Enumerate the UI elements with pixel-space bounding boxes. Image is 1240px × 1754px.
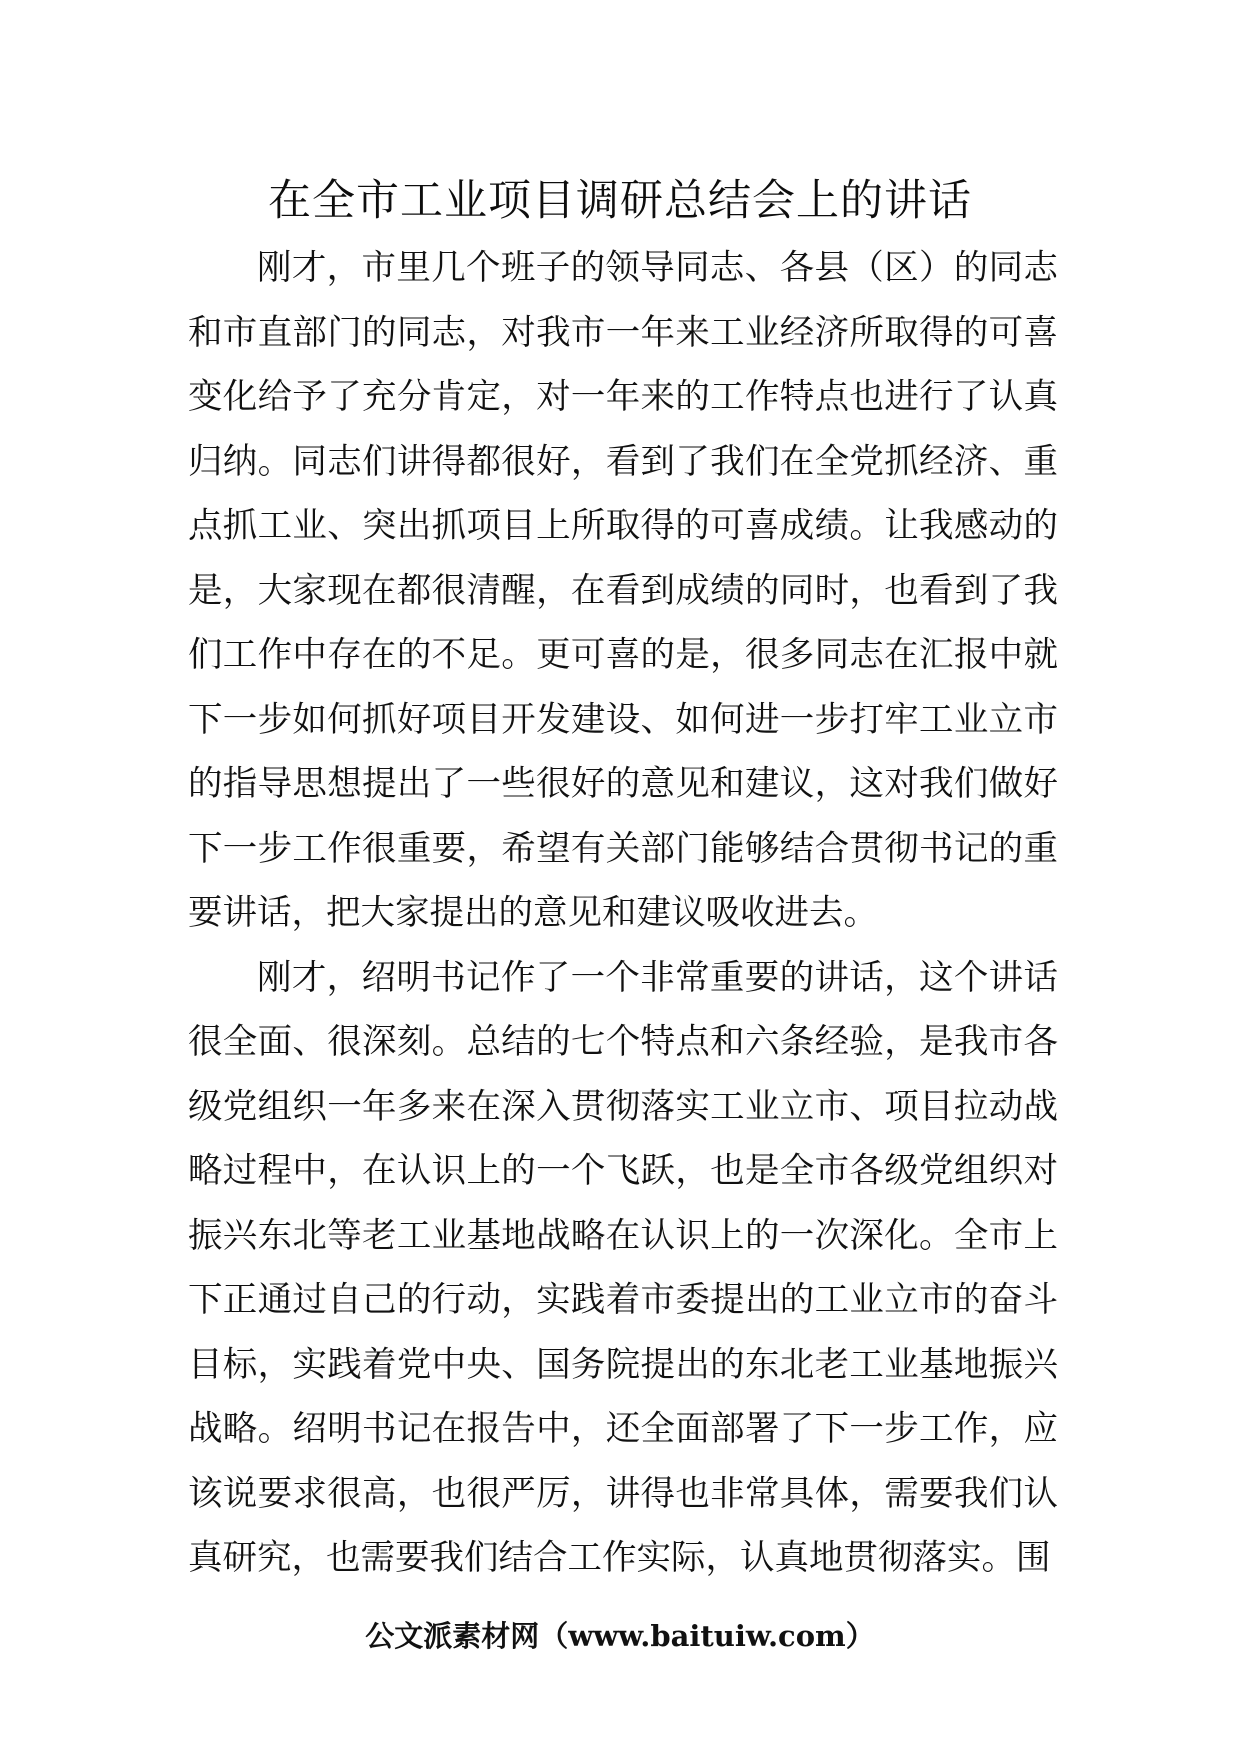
paragraph-2: 刚才，绍明书记作了一个非常重要的讲话，这个讲话很全面、很深刻。总结的七个特点和六条经验，是我市各级党组织一年多来在深入贯彻落实工业立市、项目拉动战略过程中，在认识上的一个飞跃，也是全市各级党组织对振兴东北等老工业基地战略在认识上的一次深化。全市上下正通过自己的行动，实践着市委提出的工业立市的奋斗目标，实践着党中央、国务院提出的东北老工业基地振兴战略。绍明书记在报告中，还全面部署了下一步工作，应该说要求很高，也很严厉，讲得也非常具体，需要我们认真研究，也需要我们结合工作实际，认真地贯彻落实。围 [188,957,1058,1578]
document-title: 在全市工业项目调研总结会上的讲话 [268,176,972,226]
footer-watermark-text: 公文派素材网（www.baituiw.com） [365,1619,875,1653]
document-body [188,236,1058,1591]
paragraph-1: 刚才，市里几个班子的领导同志、各县（区）的同志和市直部门的同志，对我市一年来工业经济所取得的可喜变化给予了充分肯定，对一年来的工作特点也进行了认真归纳。同志们讲得都很好，看到了我们在全党抓经济、重点抓工业、突出抓项目上所取得的可喜成绩。让我感动的是，大家现在都很清醒，在看到成绩的同时，也看到了我们工作中存在的不足。更可喜的是，很多同志在汇报中就下一步如何抓好项目开发建设、如何进一步打牢工业立市的指导思想提出了一些很好的意见和建议，这对我们做好下一步工作很重要，希望有关部门能够结合贯彻书记的重要讲话，把大家提出的意见和建议吸收进去。 [188,248,1058,933]
